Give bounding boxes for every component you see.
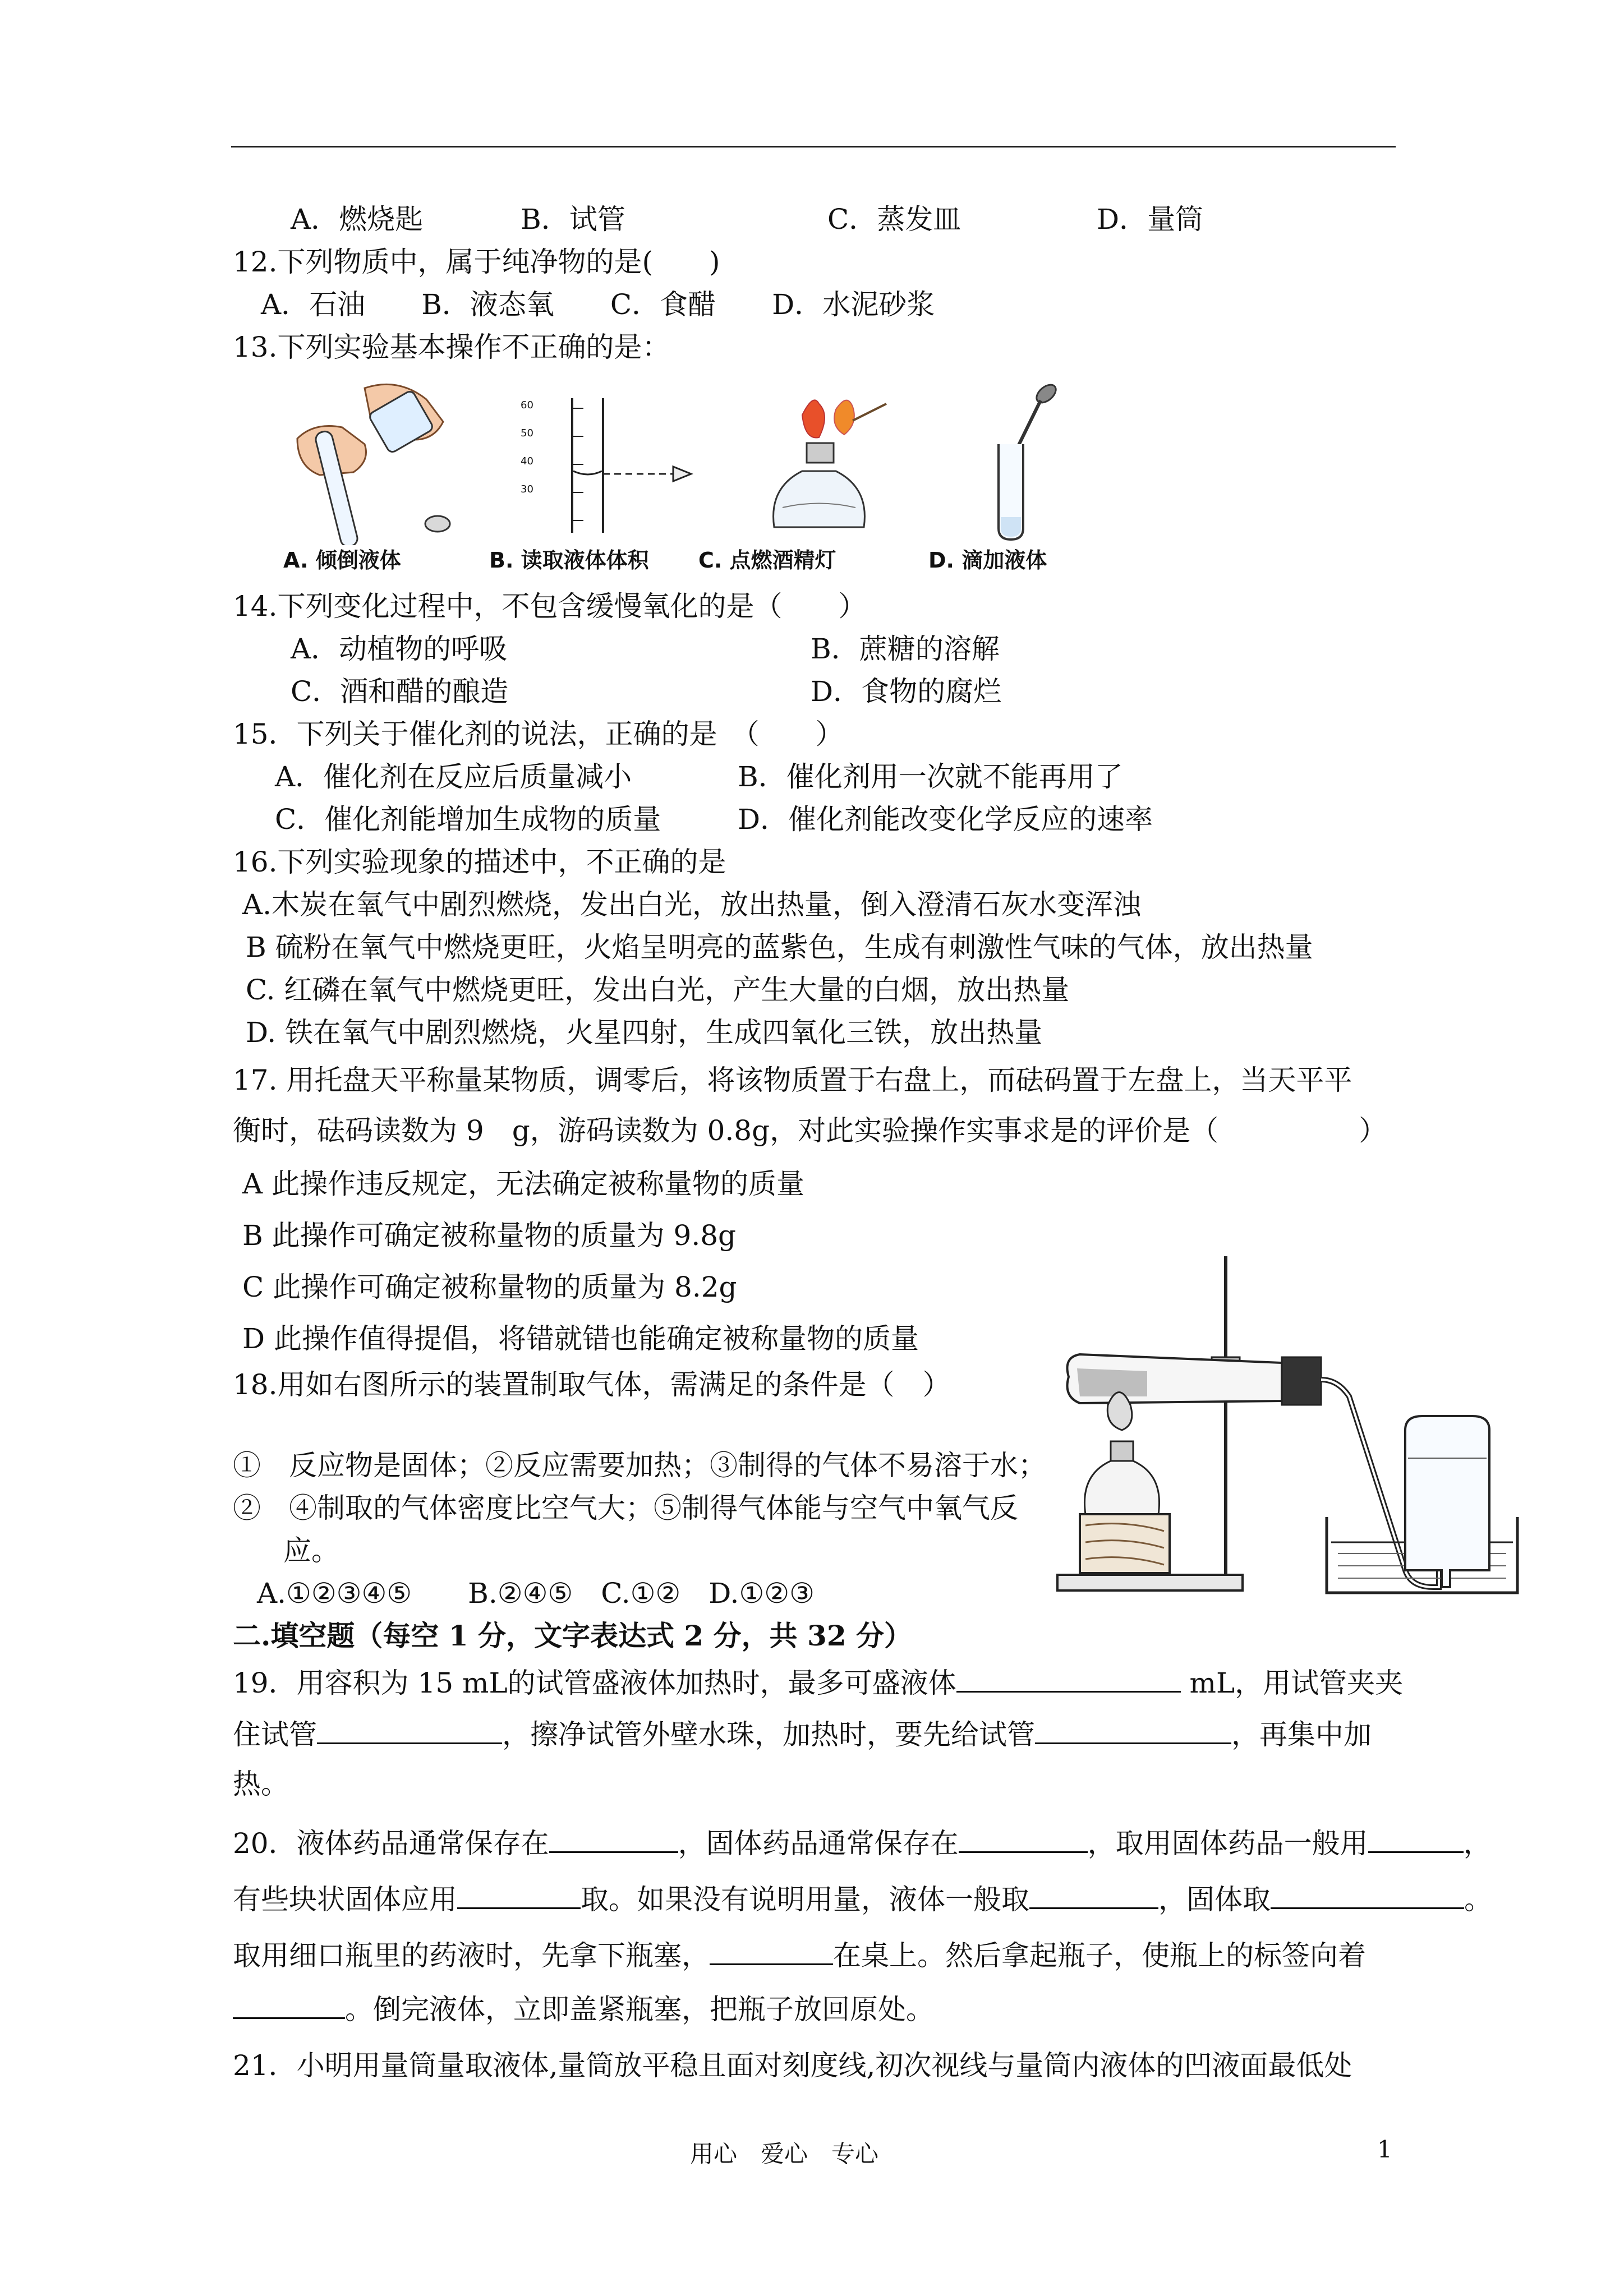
cylinder-tick-40: 40 (521, 455, 533, 467)
caption-d: D. 滴加液体 (928, 548, 1047, 573)
q20-line1-text-c: ，取用固体药品一般用 (1087, 1827, 1368, 1860)
q20-line2-text-b: 取。如果没有说明用量，液体一般取 (581, 1883, 1029, 1916)
q15-option-b: B．催化剂用一次就不能再用了 (738, 760, 1123, 793)
q11-option-a: A．燃烧匙 (291, 203, 424, 236)
q16-option-b: B 硫粉在氧气中燃烧更旺，火焰呈明亮的蓝紫色，生成有刺激性气味的气体，放出热量 (246, 931, 1313, 963)
q20-line1-text-a: 20．液体药品通常保存在 (233, 1827, 549, 1860)
q18-conditions-line2: ② ④制取的气体密度比空气大；⑤制得气体能与空气中氧气反 (233, 1492, 1018, 1524)
q19-line2-text-c: ，再集中加 (1231, 1718, 1372, 1751)
q16-option-d: D. 铁在氧气中剧烈燃烧，火星四射，生成四氧化三铁，放出热量 (246, 1016, 1043, 1049)
q15-option-c: C．催化剂能增加生成物的质量 (275, 803, 661, 836)
q20-blank-solid-amount[interactable] (1271, 1883, 1464, 1909)
q14-option-d: D．食物的腐烂 (811, 675, 1002, 708)
q20-line4 (233, 1992, 934, 2027)
q18-conditions-line3: 应。 (283, 1534, 339, 1567)
q20-blank-solid-tool[interactable] (1368, 1827, 1464, 1853)
q20-blank-solid-storage[interactable] (959, 1827, 1088, 1853)
q20-blank-block-tool[interactable] (457, 1883, 581, 1909)
q20-blank-liquid-storage[interactable] (549, 1827, 678, 1853)
q20-line2-text-d: 。 (1464, 1883, 1492, 1916)
q14-option-c: C．酒和醋的酿造 (291, 675, 509, 708)
q20-line1 (233, 1826, 1492, 1861)
cylinder-tick-50: 50 (521, 427, 533, 439)
q17-option-c: C 此操作可确定被称量物的质量为 8.2g (242, 1271, 737, 1303)
q20-line3-text-b: 在桌上。然后拿起瓶子，使瓶上的标签向着 (833, 1939, 1366, 1972)
caption-c: C. 点燃酒精灯 (698, 548, 836, 573)
q11-option-b: B．试管 (521, 203, 625, 236)
q19-line2-text-b: ，擦净试管外壁水珠，加热时，要先给试管 (502, 1718, 1035, 1751)
q19-line1 (233, 1666, 1403, 1700)
q17-option-d: D 此操作值得提倡，将错就错也能确定被称量物的质量 (242, 1322, 919, 1355)
q16-stem: 16.下列实验现象的描述中，不正确的是 (233, 846, 726, 878)
q17-option-a: A 此操作违反规定，无法确定被称量物的质量 (242, 1168, 805, 1200)
q18-conditions-line1: ① 反应物是固体；②反应需要加热；③制得的气体不易溶于水； (233, 1449, 1046, 1482)
q14-stem: 14.下列变化过程中，不包含缓慢氧化的是（ ） (233, 590, 867, 623)
q17-stem-line2: 衡时，砝码读数为 9 g，游码读数为 0.8g，对此实验操作实事求是的评价是（ ） (233, 1114, 1387, 1147)
page-number: 1 (1377, 2136, 1392, 2163)
q20-line1-text-d: ， (1463, 1827, 1492, 1860)
q20-line3 (233, 1938, 1366, 1973)
q20-line2 (233, 1882, 1492, 1917)
q17-stem-line1: 17. 用托盘天平称量某物质，调零后，将该物质置于右盘上，而砝码置于左盘上，当天平平 (233, 1064, 1352, 1096)
q20-blank-label[interactable] (233, 1993, 345, 2019)
q20-line1-text-b: ，固体药品通常保存在 (678, 1827, 959, 1860)
q19-line1-text-a: 19．用容积为 15 mL的试管盛液体加热时，最多可盛液体 (233, 1667, 956, 1699)
q16-option-a: A.木炭在氧气中剧烈燃烧，发出白光，放出热量，倒入澄清石灰水变浑浊 (242, 888, 1142, 921)
cylinder-tick-30: 30 (521, 483, 533, 495)
q13-stem: 13.下列实验基本操作不正确的是： (233, 331, 670, 363)
q20-line2-text-a: 有些块状固体应用 (233, 1883, 457, 1916)
q19-blank-volume[interactable] (956, 1666, 1181, 1693)
footer-motto: 用心 爱心 专心 (690, 2140, 879, 2168)
q21-line1: 21．小明用量筒量取液体,量筒放平稳且面对刻度线,初次视线与量筒内液体的凹液面最低处 (233, 2049, 1352, 2082)
q11-option-d: D．量筒 (1097, 203, 1204, 236)
q19-blank-clamp[interactable] (317, 1718, 502, 1744)
q15-option-d: D．催化剂能改变化学反应的速率 (738, 803, 1153, 836)
q18-stem: 18.用如右图所示的装置制取气体，需满足的条件是（ ） (233, 1368, 951, 1401)
reading-volume-figure (539, 398, 707, 538)
q15-option-a: A．催化剂在反应后质量减小 (275, 760, 632, 793)
q19-line1-text-b: mL，用试管夹夹 (1180, 1667, 1404, 1699)
gas-apparatus-figure (1046, 1256, 1529, 1604)
pouring-liquid-figure (275, 377, 466, 545)
q12-options: A．石油 B．液态氧 C．食醋 D．水泥砂浆 (261, 288, 935, 321)
q18-options: A.①②③④⑤ B.②④⑤ C.①② D.①②③ (257, 1577, 815, 1610)
q17-option-b: B 此操作可确定被称量物的质量为 9.8g (242, 1219, 737, 1252)
section2-title: 二.填空题（每空 1 分，文字表达式 2 分，共 32 分） (233, 1619, 913, 1652)
cylinder-tick-60: 60 (521, 399, 533, 411)
q14-option-a: A．动植物的呼吸 (291, 633, 508, 665)
q20-line2-text-c: ，固体取 (1158, 1883, 1271, 1916)
caption-b: B. 读取液体体积 (489, 548, 649, 573)
header-rule (231, 146, 1396, 147)
q20-line4-text: 。倒完液体，立即盖紧瓶塞，把瓶子放回原处。 (345, 1993, 934, 2026)
q20-blank-stopper[interactable] (710, 1939, 833, 1965)
caption-a: A. 倾倒液体 (283, 548, 401, 573)
q19-line3: 热。 (233, 1768, 289, 1800)
q12-stem: 12.下列物质中，属于纯净物的是( ) (233, 246, 720, 278)
q20-line3-text-a: 取用细口瓶里的药液时，先拿下瓶塞， (233, 1939, 710, 1972)
q11-option-c: C．蒸发皿 (827, 203, 961, 236)
dropping-liquid-figure (976, 377, 1066, 545)
lighting-lamp-figure (752, 393, 898, 544)
q15-stem: 15．下列关于催化剂的说法，正确的是 （ ） (233, 718, 844, 750)
q19-blank-preheat[interactable] (1035, 1718, 1231, 1744)
q19-line2-text-a: 住试管 (233, 1718, 317, 1751)
q16-option-c: C. 红磷在氧气中燃烧更旺，发出白光，产生大量的白烟，放出热量 (246, 974, 1070, 1006)
q14-option-b: B．蔗糖的溶解 (811, 633, 1000, 665)
q20-blank-liquid-amount[interactable] (1029, 1883, 1158, 1909)
q19-line2 (233, 1717, 1372, 1752)
